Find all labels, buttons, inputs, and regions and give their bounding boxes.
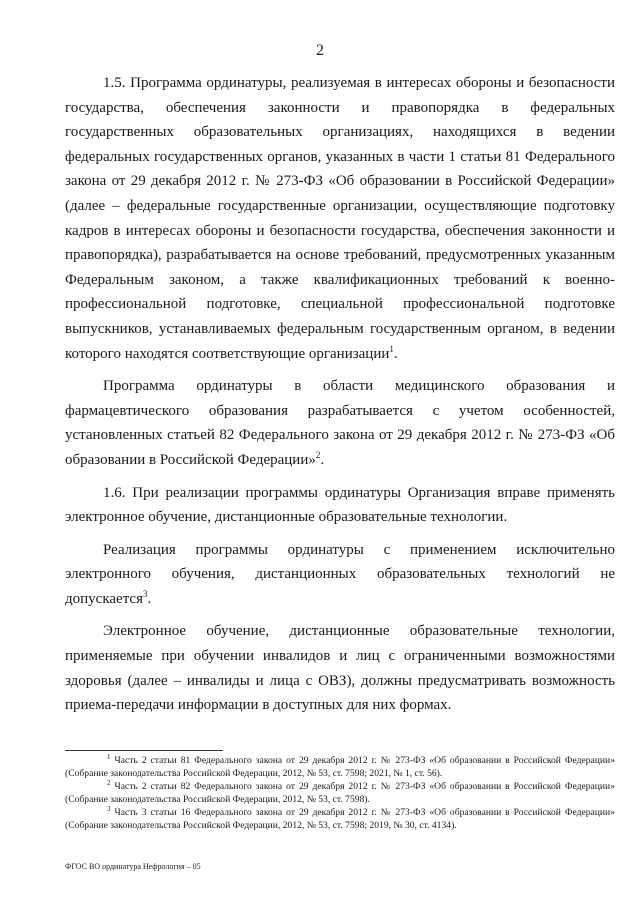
footnote-text: Часть 2 статьи 82 Федерального закона от 29 декабря 2012 г. № 273-ФЗ «Об образовании в Российской Федерации» (Собрание законодательства Российской Федерации, 2012, № 53, ст. 7598). — [65, 781, 615, 805]
footnote — [65, 780, 615, 806]
footnote-separator — [65, 750, 223, 751]
footnote — [65, 754, 615, 780]
footnote-ref[interactable]: 2 — [315, 449, 321, 460]
footnote-mark: 1 — [107, 752, 111, 761]
paragraph-tail: . — [320, 451, 325, 468]
footnote-mark: 3 — [107, 804, 111, 813]
paragraph — [65, 538, 615, 612]
paragraph-text: Программа ординатуры в области медицинского образования и фармацевтического образования разрабатывается с учетом особенностей, установленных статьей 82 Федерального закона от 29 декабря 2012 г. № 273-ФЗ «Об образовании в Российской Федерации» — [65, 378, 615, 468]
footnote-mark: 2 — [107, 778, 111, 787]
footnote-text: Часть 3 статьи 16 Федерального закона от 29 декабря 2012 г. № 273-ФЗ «Об образовании в Российской Федерации» (Собрание законодательства Российской Федерации, 2012, № 53, ст. 7598; 2019, № 30, ст. 4134). — [65, 807, 615, 831]
body-text — [65, 71, 615, 726]
paragraph-tail: . — [393, 345, 398, 362]
footnote-ref[interactable]: 3 — [143, 588, 148, 599]
paragraph — [65, 619, 615, 717]
paragraph-text: 1.6. При реализации программы ординатуры Организация вправе применять электронное обучение, дистанционные образовательные технологии. — [65, 484, 615, 526]
paragraph-tail: . — [147, 590, 152, 607]
footnote-text: Часть 2 статьи 81 Федерального закона от 29 декабря 2012 г. № 273-ФЗ «Об образовании в Российской Федерации» (Собрание законодательства Российской Федерации, 2012, № 53, ст. 7598; 2021, № 1, ст. 56). — [65, 755, 615, 779]
footnote — [65, 806, 615, 832]
document-footer: ФГОС ВО ординатура Нефрология – 05 — [65, 862, 201, 871]
paragraph — [65, 374, 615, 472]
paragraph-text: Реализация программы ординатуры с применением исключительно электронного обучения, дистанционных образовательных технологий не допускается — [65, 541, 615, 607]
page-number: 2 — [316, 42, 324, 59]
paragraph-text: 1.5. Программа ординатуры, реализуемая в интересах обороны и безопасности государства, обеспечения законности и правопорядка в федеральных государственных образовательных организациях, находящихся в ведении федеральных государственных органов, указанных в части 1 статьи 81 Федерального закона от 29 декабря 2012 г. № 273-ФЗ «Об образовании в Российской Федерации» (далее – федеральные государственные организации, осуществляющие подготовку кадров в интересах обороны и безопасности государства, обеспечения законности и правопорядка), разрабатывается на основе требований, предусмотренных указанным Федеральным законом, а также квалификационных требований к военно-профессиональной подготовке, специальной профессиональной подготовке выпускников, устанавливаемых федеральным государственным органом, в ведении которого находятся соответствующие организации — [65, 75, 615, 362]
paragraph-text: Электронное обучение, дистанционные образовательные технологии, применяемые при обучении инвалидов и лиц с ограниченными возможностями здоровья (далее – инвалиды и лица с ОВЗ), должны предусматривать возможность приема-передачи информации в доступных для них формах. — [65, 623, 615, 714]
footnotes — [65, 754, 615, 832]
paragraph — [65, 71, 615, 366]
paragraph — [65, 481, 615, 530]
footnote-ref[interactable]: 1 — [389, 343, 394, 354]
